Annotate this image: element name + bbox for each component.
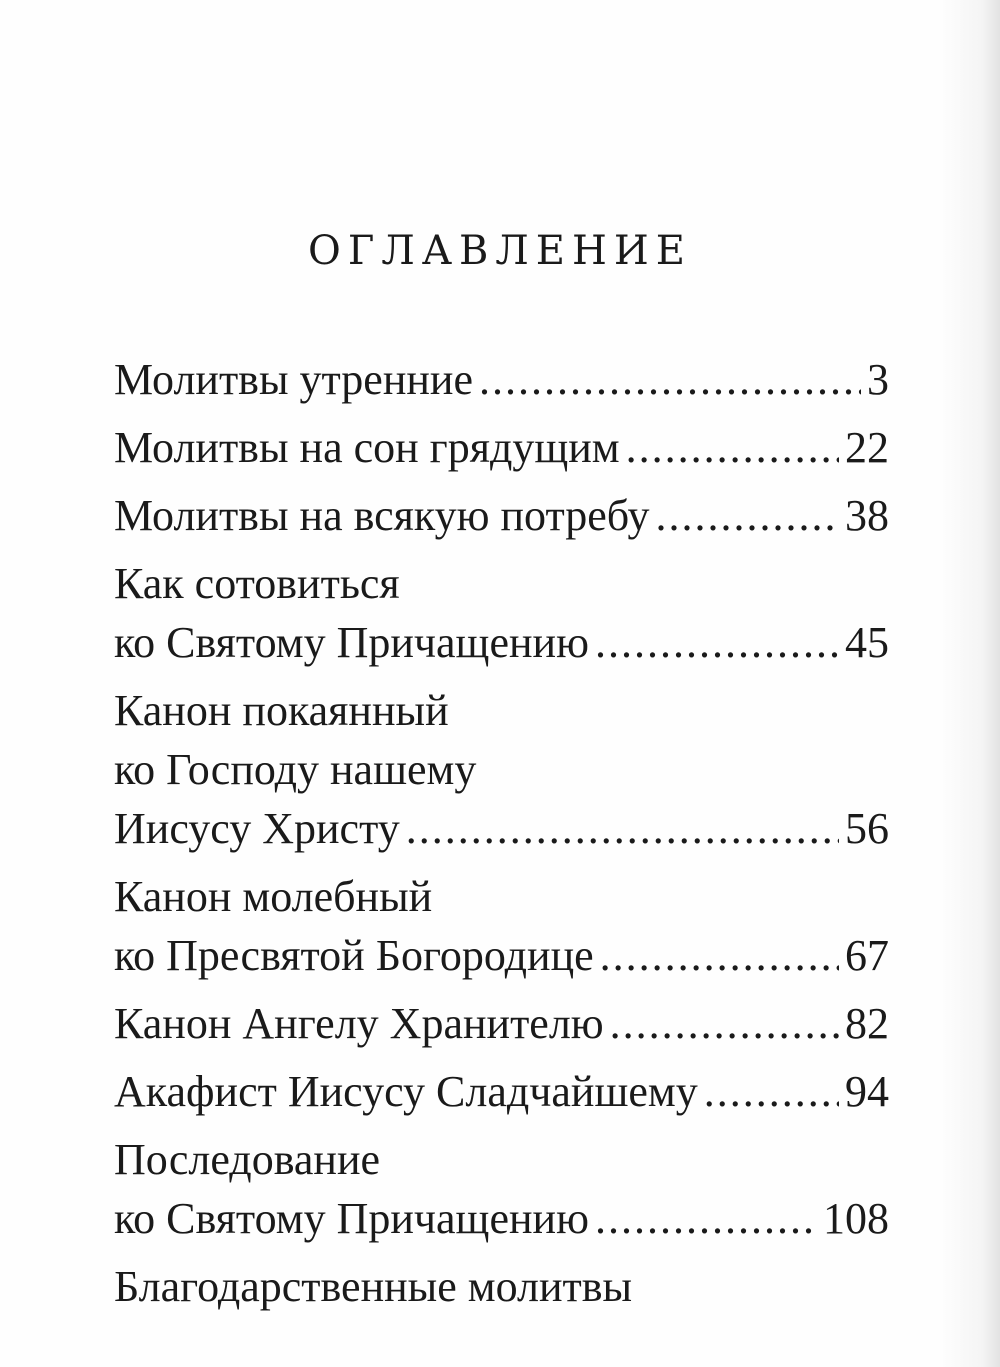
dot-leader	[610, 994, 839, 1053]
toc-entry-title-line: Последование	[114, 1135, 381, 1184]
toc-entry	[114, 867, 889, 985]
toc-page-number: 108	[823, 1194, 889, 1243]
dot-leader	[479, 350, 861, 409]
toc-entry-line	[114, 613, 889, 672]
toc-page-number: 22	[845, 423, 889, 472]
toc-entry-title: Молитвы на всякую потребу	[114, 491, 650, 540]
toc-page-number: 38	[845, 491, 889, 540]
toc-entry-title-line: Канон молебный	[114, 872, 433, 921]
toc-page-number: 45	[845, 618, 889, 667]
toc-entry-title: ко Пресвятой Богородице	[114, 931, 594, 980]
toc-entry-title-line: Канон покаянный	[114, 686, 449, 735]
dot-leader	[655, 486, 839, 545]
toc-entry-title: Акафист Иисусу Сладчайшему	[114, 1067, 698, 1116]
toc-entry-title-line: ко Господу нашему	[114, 745, 477, 794]
toc-page-number: 94	[845, 1067, 889, 1116]
toc-entry-title: Молитвы утренние	[114, 355, 473, 404]
toc-entry-title: ко Святому Причащению	[114, 1194, 589, 1243]
toc-entry-line	[114, 418, 889, 477]
toc-entry-line	[114, 350, 889, 409]
page-edge-shadow	[940, 0, 1000, 1367]
toc-entry-title: Иисусу Христу	[114, 804, 400, 853]
table-of-contents	[114, 350, 889, 1325]
toc-entry	[114, 1130, 889, 1248]
toc-page-number: 82	[845, 999, 889, 1048]
toc-entry-line	[114, 799, 889, 858]
toc-entry	[114, 994, 889, 1053]
toc-entry-title: Канон Ангелу Хранителю	[114, 999, 604, 1048]
dot-leader	[595, 1189, 817, 1248]
toc-entry-title-line: Как сотовиться	[114, 559, 400, 608]
toc-entry	[114, 554, 889, 672]
page-title: ОГЛАВЛЕНИЕ	[308, 228, 692, 274]
toc-entry-line	[114, 486, 889, 545]
dot-leader	[406, 799, 839, 858]
toc-entry-title: ко Святому Причащению	[114, 618, 589, 667]
toc-entry	[114, 486, 889, 545]
toc-entry	[114, 418, 889, 477]
toc-entry	[114, 1257, 889, 1316]
toc-page-number: 67	[845, 931, 889, 980]
toc-entry	[114, 1062, 889, 1121]
toc-entry-line	[114, 1189, 889, 1248]
toc-entry	[114, 681, 889, 858]
dot-leader	[600, 926, 839, 985]
toc-entry-line	[114, 1062, 889, 1121]
toc-page-number: 56	[845, 804, 889, 853]
toc-entry-line	[114, 994, 889, 1053]
dot-leader	[704, 1062, 839, 1121]
dot-leader	[626, 418, 839, 477]
toc-page-number: 3	[867, 355, 889, 404]
toc-entry	[114, 350, 889, 409]
dot-leader	[595, 613, 839, 672]
toc-entry-line	[114, 926, 889, 985]
toc-entry-title: Благодарственные молитвы	[114, 1262, 633, 1311]
toc-entry-title: Молитвы на сон грядущим	[114, 423, 620, 472]
